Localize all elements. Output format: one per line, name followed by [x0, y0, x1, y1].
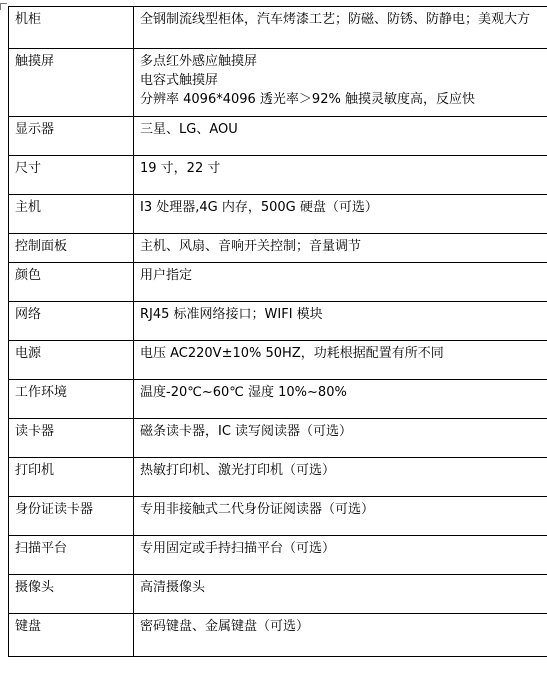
- table-row: [9, 302, 547, 341]
- spec-value-line: 密码键盘、金属键盘（可选）: [140, 619, 310, 634]
- spec-value-line: 电容式触摸屏: [140, 73, 219, 88]
- spec-value: [134, 302, 547, 341]
- table-row: [9, 458, 547, 497]
- table-row: [9, 263, 547, 302]
- spec-value: [134, 7, 547, 49]
- spec-value: [134, 341, 547, 380]
- spec-value: [134, 234, 547, 263]
- spec-label: 摄像头: [9, 575, 134, 614]
- spec-value-line: 专用固定或手持扫描平台（可选）: [140, 541, 336, 556]
- spec-label: 显示器: [9, 117, 134, 156]
- spec-label: 触摸屏: [9, 49, 134, 117]
- spec-value-line: 用户指定: [140, 268, 193, 283]
- spec-value: [134, 156, 547, 195]
- spec-value-line: 多点红外感应触摸屏: [140, 54, 258, 69]
- spec-value-line: 温度-20℃~60℃ 湿度 10%~80%: [140, 385, 347, 400]
- spec-value-line: 电压 AC220V±10% 50HZ，功耗根据配置有所不同: [140, 346, 444, 361]
- spec-label: 身份证读卡器: [9, 497, 134, 536]
- spec-value-line: 热敏打印机、激光打印机（可选）: [140, 463, 336, 478]
- table-row: [9, 7, 547, 49]
- spec-value-line: 磁条读卡器，IC 读写阅读器（可选）: [140, 424, 353, 439]
- spec-label: 尺寸: [9, 156, 134, 195]
- spec-label: 主机: [9, 195, 134, 234]
- table-row: [9, 49, 547, 117]
- spec-label: 打印机: [9, 458, 134, 497]
- spec-value: [134, 458, 547, 497]
- spec-label: 电源: [9, 341, 134, 380]
- spec-value: [134, 419, 547, 458]
- spec-label: 网络: [9, 302, 134, 341]
- spec-value: [134, 614, 547, 657]
- table-row: [9, 234, 547, 263]
- spec-value-line: 主机、风扇、音响开关控制；音量调节: [140, 239, 362, 254]
- spec-value-line: I3 处理器,4G 内存，500G 硬盘（可选）: [140, 200, 378, 215]
- spec-label: 工作环境: [9, 380, 134, 419]
- spec-table-body: [9, 7, 547, 657]
- table-row: [9, 614, 547, 657]
- table-row: [9, 575, 547, 614]
- spec-label: 机柜: [9, 7, 134, 49]
- spec-value-line: 专用非接触式二代身份证阅读器（可选）: [140, 502, 375, 517]
- table-row: [9, 156, 547, 195]
- table-row: [9, 380, 547, 419]
- spec-value-line: 全钢制流线型柜体，汽车烤漆工艺；防磁、防锈、防静电；美观大方: [140, 12, 531, 27]
- table-row: [9, 497, 547, 536]
- spec-label: 控制面板: [9, 234, 134, 263]
- spec-table: [8, 6, 547, 657]
- table-row: [9, 117, 547, 156]
- spec-value-line: RJ45 标准网络接口；WIFI 模块: [140, 307, 323, 322]
- spec-value: [134, 575, 547, 614]
- spec-value: [134, 263, 547, 302]
- spec-value-line: 19 寸，22 寸: [140, 161, 221, 176]
- spec-label: 读卡器: [9, 419, 134, 458]
- spec-value: [134, 380, 547, 419]
- table-row: [9, 419, 547, 458]
- spec-value-line: 分辨率 4096*4096 透光率＞92% 触摸灵敏度高，反应快: [140, 92, 475, 107]
- spec-value: [134, 536, 547, 575]
- spec-label: 颜色: [9, 263, 134, 302]
- corner-mark: [0, 3, 7, 10]
- table-row: [9, 341, 547, 380]
- spec-value: [134, 195, 547, 234]
- spec-label: 扫描平台: [9, 536, 134, 575]
- table-row: [9, 536, 547, 575]
- spec-value-line: 高清摄像头: [140, 580, 206, 595]
- spec-value-line: 三星、LG、AOU: [140, 122, 238, 137]
- spec-value: [134, 49, 547, 117]
- spec-value: [134, 497, 547, 536]
- spec-value: [134, 117, 547, 156]
- spec-label: 键盘: [9, 614, 134, 657]
- table-row: [9, 195, 547, 234]
